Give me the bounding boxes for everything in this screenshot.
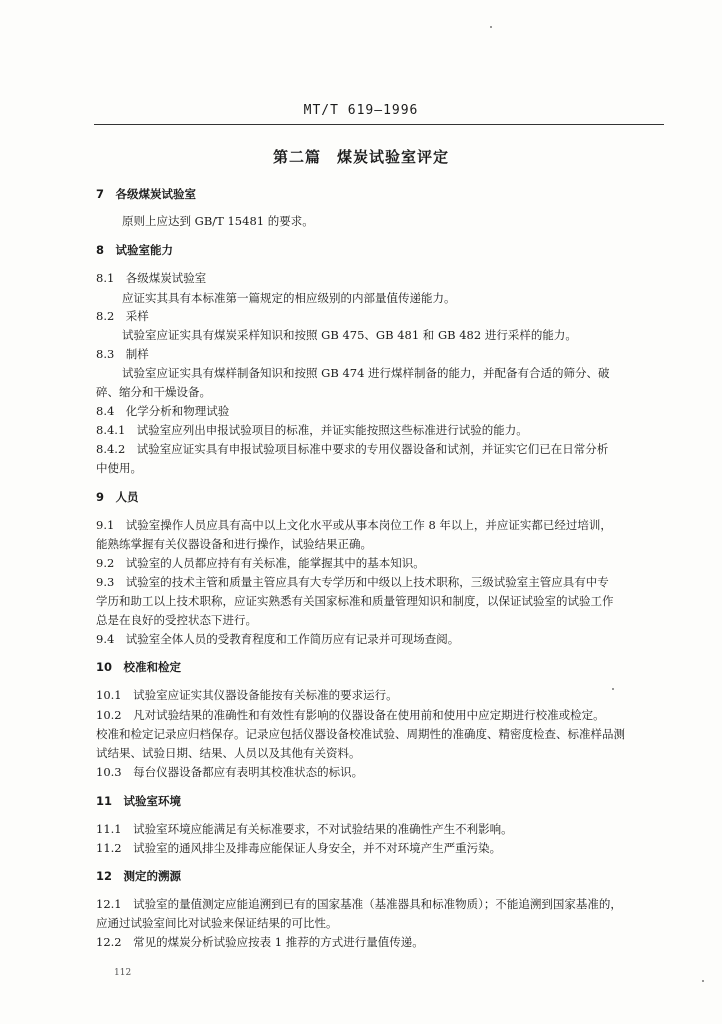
paragraph-line: 8.3 制样: [96, 347, 149, 361]
paragraph-line: 10.2 凡对试验结果的准确性和有效性有影响的仪器设备在使用前和使用中应定期进行校准或检定。: [96, 708, 605, 722]
paragraph-line: 10.1 试验室应证实其仪器设备能按有关标准的要求运行。: [96, 688, 398, 702]
page-number: 112: [114, 968, 132, 978]
paragraph-line: 9.3 试验室的技术主管和质量主管应具有大专学历和中级以上技术职称，三级试验室主管应具有中专: [96, 575, 609, 589]
paragraph-line: 能熟练掌握有关仪器设备和进行操作，试验结果正确。: [96, 537, 372, 551]
section-heading: 7 各级煤炭试验室: [96, 187, 197, 201]
header-rule: [94, 124, 664, 125]
paragraph-line: 8.1 各级煤炭试验室: [96, 271, 207, 285]
standard-code-header: MT/T 619—1996: [303, 103, 419, 118]
paragraph-line: 12.1 试验室的量值测定应能追溯到已有的国家基准（基准器具和标准物质）；不能追溯到国家基准的，: [96, 897, 622, 911]
section-heading: 11 试验室环境: [96, 794, 182, 808]
paragraph-line: 试验室应证实具有煤炭采样知识和按照 GB 475、GB 481 和 GB 482 进行采样的能力。: [122, 328, 577, 342]
paragraph-line: 8.4.1 试验室应列出申报试验项目的标准，并证实能按照这些标准进行试验的能力。: [96, 423, 528, 437]
paragraph-line: 应通过试验室间比对试验来保证结果的可比性。: [96, 916, 338, 930]
paragraph-line: 应证实其具有本标准第一篇规定的相应级别的内部量值传递能力。: [122, 291, 456, 305]
paragraph-line: 12.2 常见的煤炭分析试验应按表 1 推荐的方式进行量值传递。: [96, 935, 424, 949]
paragraph-line: 原则上应达到 GB/T 15481 的要求。: [122, 214, 314, 228]
paragraph-line: 试结果、试验日期、结果、人员以及其他有关资料。: [96, 746, 361, 760]
scan-speck: [612, 688, 614, 690]
scan-speck: [702, 980, 704, 982]
paragraph-line: 9.4 试验室全体人员的受教育程度和工作简历应有记录并可现场查阅。: [96, 632, 460, 646]
paragraph-line: 9.2 试验室的人员都应持有有关标准，能掌握其中的基本知识。: [96, 556, 425, 570]
paragraph-line: 试验室应证实具有煤样制备知识和按照 GB 474 进行煤样制备的能力，并配备有合适的筛分、破: [122, 366, 610, 380]
paragraph-line: 中使用。: [96, 461, 142, 475]
scan-speck: [490, 26, 492, 28]
paragraph-line: 8.4.2 试验室应证实具有申报试验项目标准中要求的专用仪器设备和试剂，并证实它们已在日常分析: [96, 442, 609, 456]
section-heading: 10 校准和检定: [96, 660, 182, 674]
paragraph-line: 11.2 试验室的通风排尘及排毒应能保证人身安全，并不对环境产生严重污染。: [96, 841, 502, 855]
paragraph-line: 9.1 试验室操作人员应具有高中以上文化水平或从事本岗位工作 8 年以上，并应证实都已经过培训，: [96, 518, 612, 532]
section-heading: 9 人员: [96, 490, 139, 504]
part-title: 第二篇 煤炭试验室评定: [272, 148, 449, 166]
paragraph-line: 8.2 采样: [96, 309, 149, 323]
paragraph-line: 校准和检定记录应归档保存。记录应包括仪器设备校准试验、周期性的准确度、精密度检查、标准样品测: [96, 727, 625, 741]
section-heading: 8 试验室能力: [96, 243, 174, 257]
section-heading: 12 测定的溯源: [96, 869, 182, 883]
paragraph-line: 11.1 试验室环境应能满足有关标准要求，不对试验结果的准确性产生不利影响。: [96, 822, 513, 836]
paragraph-line: 总是在良好的受控状态下进行。: [96, 613, 257, 627]
paragraph-line: 8.4 化学分析和物理试验: [96, 404, 230, 418]
paragraph-line: 碎、缩分和干燥设备。: [96, 385, 211, 399]
paragraph-line: 学历和助工以上技术职称，应证实熟悉有关国家标准和质量管理知识和制度，以保证试验室的试验工作: [96, 594, 614, 608]
paragraph-line: 10.3 每台仪器设备都应有表明其校准状态的标识。: [96, 765, 364, 779]
